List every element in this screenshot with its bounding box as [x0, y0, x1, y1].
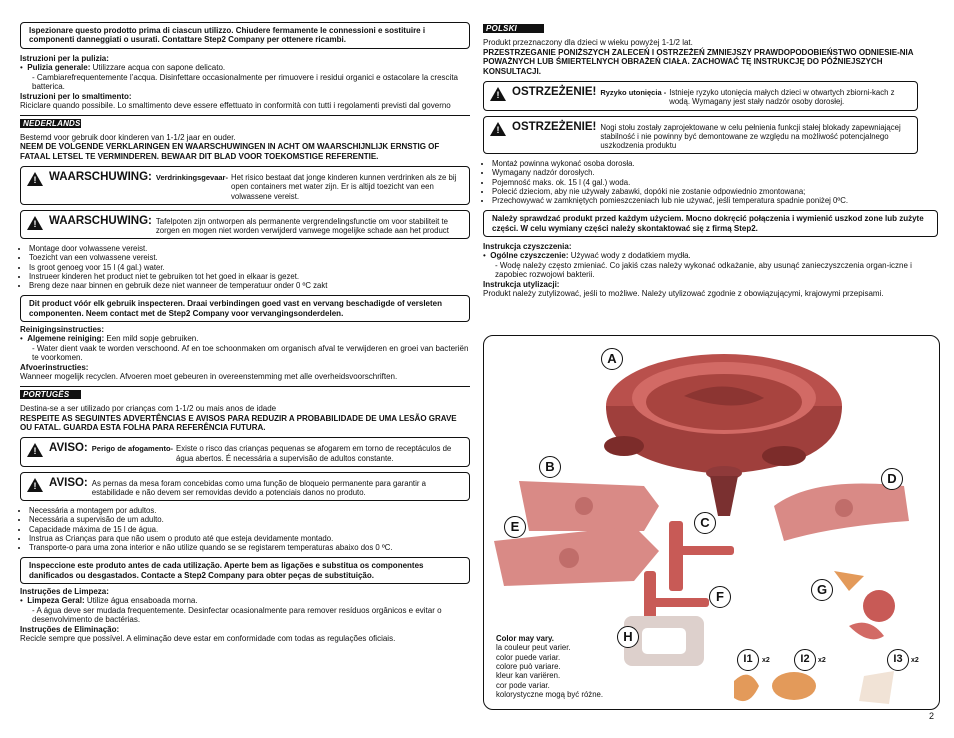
- label-e: E: [504, 516, 526, 538]
- list-item: • Necessária a supervisão de um adulto.: [29, 515, 470, 524]
- list-item: • Montaż powinna wykonać osoba dorosła.: [492, 159, 938, 168]
- drain-part: [706, 466, 742, 516]
- polish-bullets: [483, 159, 938, 205]
- warning-icon: !: [27, 172, 43, 186]
- label-a: A: [601, 348, 623, 370]
- color-note-line: color puede variar.: [496, 652, 561, 662]
- part-b-panel: [519, 481, 659, 531]
- list-item: • Polecić dzieciom, aby nie używały zabawki, dopóki nie zostanie odpowiednio zmontowana;: [492, 187, 938, 196]
- polish-cleaning-water: - Wodę należy często zmieniać. Co jakiś czas należy wykonać odkażanie, aby usunąć zanieczyszczenia organ-iczne i zapobiec rozwojowi bakterii.: [495, 260, 912, 280]
- warning-icon: !: [490, 87, 506, 101]
- portuguese-cleaning-general: • Limpeza Geral: Utilize água ensaboada morna.: [20, 596, 198, 606]
- warning-icon: !: [490, 122, 506, 136]
- qty-i1: x2: [762, 657, 770, 664]
- label-i1: I1: [737, 649, 759, 671]
- label-g: G: [811, 579, 833, 601]
- dutch-intro-bold: NEEM DE VOLGENDE VERKLARINGEN EN WAARSCHUWINGEN IN ACHT OM WAARSCHIJNLIJK ERNSTIG OF FATAAL LETSEL TE VERMINDEREN. BEWAAR DIT BLAD VOOR TOEKOMSTIGE REFERENTIE.: [20, 142, 440, 161]
- list-item: • Transporte-o para uma zona interior e não utilize quando se se registarem temperaturas abaixo dos 0 ºC.: [29, 543, 470, 552]
- dutch-bullets: [20, 244, 470, 290]
- portuguese-bullets: [20, 506, 470, 552]
- italian-disposal-text: Riciclare quando possibile. Lo smaltimento deve essere effettuato in conformità con tutti i regolamenti previsti dal governo: [20, 101, 451, 111]
- dutch-section-title: NEDERLANDS: [20, 119, 81, 128]
- color-note-line: kolorystyczne mogą być różne.: [496, 690, 604, 700]
- list-item: • Pojemność maks. ok. 15 l (4 gal.) woda.: [492, 178, 938, 187]
- polish-section-title: POLSKI: [483, 24, 544, 33]
- list-item: • Montage door volwassene vereist.: [29, 244, 470, 253]
- list-item: • Capacidade máxima de 15 l de água.: [29, 525, 470, 534]
- part-d-panel: [774, 484, 909, 542]
- page-number: 2: [928, 711, 934, 722]
- polish-intro-bold: PRZESTRZEGANIE PONIŻSZYCH ZALECEŃ I OSTRZEŻEŃ ZMNIEJSZY PRAWDOPODOBIEŃSTWO ODNIESIE-NIA POWAŻNYCH LUB ŚMIERTELNYCH OBRAŻEŃ CIAŁA. ZACHOWAĆ TĘ INSTRUKCJĘ DO PÓŹNIEJSZYCH KONSULTACJI.: [483, 47, 914, 76]
- italian-cleaning-water: - Cambiarefrequentemente l’acqua. Disinfettare occasionalmente per rimuovere i residui organici e ostacolare la crescita batterica.: [32, 72, 458, 92]
- portuguese-intro: Destina-se a ser utilizado por crianças com 1-1/2 ou mais anos de idade: [20, 404, 277, 414]
- list-item: • Przechowywać w zamkniętych pomieszczeniach lub nie używać, jeśli temperatura spadnie poniżej 0ºC.: [492, 196, 938, 205]
- color-note-line: colore può variare.: [496, 662, 561, 672]
- dutch-disposal-text: Wanneer mogelijk recyclen. Afvoeren moet gebeuren in overeenstemming met alle overheidsvoorschriften.: [20, 372, 398, 382]
- parts-illustration: [483, 335, 940, 710]
- dutch-inspect-notice: Dit product vóór elk gebruik inspecteren. Draai verbindingen goed vast en vervang beschadigde of versleten componenten. Neem contact met de Step2 Company voor vervangingsonderdelen.: [20, 295, 470, 322]
- list-item: • Breng deze naar binnen en gebruik deze niet wanneer de temperatuur onder 0 ºC zakt: [29, 281, 470, 290]
- portuguese-cleaning-water: - A água deve ser mudada frequentemente. Desinfectar ocasionalmente para remover resíduos orgânicos e evitar o desenvolvimento de bactérias.: [32, 605, 442, 625]
- italian-disposal-heading: Istruzioni per lo smaltimento:: [20, 91, 132, 101]
- list-item: • Toezicht van een volwassene vereist.: [29, 253, 470, 262]
- italian-inspect-notice: Ispezionare questo prodotto prima di ciascun utilizzo. Chiudere fermamente le connessioni e sostituire i componenti danneggiati o usurati. Contattare Step2 Company per ottenere ricambi.: [20, 22, 470, 49]
- polish-warning-legs: ! OSTRZEŻENIE! Nogi stołu zostały zaprojektowane w celu pełnienia funkcji stałej blokady zapewniającej stabilność i nie powinny być demontowane ze względu na możliwość potencjalnego uszkodzenia produktu: [483, 116, 918, 155]
- list-item: • Wymagany nadzór dorosłych.: [492, 168, 938, 177]
- color-note-line: la couleur peut varier.: [496, 643, 571, 653]
- list-item: • Instrua as Crianças para que não usem o produto até que esteja devidamente montado.: [29, 534, 470, 543]
- dutch-cleaning-water: - Water dient vaak te worden verschoond. Af en toe schoonmaken om organisch afval te verwijderen en groei van bacteriën te voorkomen.: [32, 343, 469, 363]
- qty-i3: x2: [911, 657, 919, 664]
- warning-icon: !: [27, 443, 43, 457]
- dutch-cleaning-heading: Reinigingsinstructies:: [20, 325, 105, 334]
- dutch-cleaning-general: • Algemene reiniging: Een mild sopje gebruiken.: [20, 334, 199, 344]
- portuguese-warning-drowning: ! AVISO: Perigo de afogamento- Existe o risco das crianças pequenas se afogarem em torno de receptáculos de água abertos. É necessária a supervisão de adultos constante.: [20, 437, 470, 466]
- polish-cleaning-general: • Ogólne czyszczenie: Używać wody z dodatkiem mydła.: [483, 251, 691, 261]
- qty-i2: x2: [818, 657, 826, 664]
- portuguese-cleaning-heading: Instruções de Limpeza:: [20, 586, 109, 596]
- polish-disposal-text: Produkt należy zutylizować, jeśli to możliwe. Należy utylizować zgodnie z obowiązującymi, krajowymi przepisami.: [483, 289, 884, 299]
- part-g-toys: [834, 571, 895, 639]
- portuguese-disposal-text: Recicle sempre que possível. A eliminação deve estar em conformidade com todas as regulações oficiais.: [20, 634, 396, 644]
- color-note-line: kleur kan variëren.: [496, 671, 561, 681]
- portuguese-inspect-notice: Inspeccione este produto antes de cada utilização. Aperte bem as ligações e substitua os componentes danificados ou desgastados. Contacte a Step2 Company para obter peças de substituição.: [20, 557, 470, 584]
- color-note-line: cor pode variar.: [496, 680, 550, 690]
- italian-cleaning-heading: Istruzioni per la pulizia:: [20, 53, 109, 63]
- polish-disposal-heading: Instrukcja utylizacji:: [483, 279, 560, 289]
- dutch-warning-legs: ! WAARSCHUWING: Tafelpoten zijn ontworpen als permanente vergrendelingsfunctie om voor stabiliteit te zorgen en mogen niet worden verwijderd vanwege mogelijke schade aan het product: [20, 210, 470, 239]
- portuguese-warning-legs: ! AVISO: As pernas da mesa foram concebidas como uma função de bloqueio permanente para garantir a estabilidade e não devem ser removidas devido a potenciais danos no produto.: [20, 472, 470, 501]
- polish-inspect-notice: Należy sprawdzać produkt przed każdym użyciem. Mocno dokręcić połączenia i wymienić uszkod zone lub zużyte części. W celu wymiany części należy skontaktować się z firmą Step2.: [483, 210, 938, 237]
- list-item: • Necessária a montagem por adultos.: [29, 506, 470, 515]
- polish-intro: Produkt przeznaczony dla dzieci w wieku powyżej 1-1/2 lat.: [483, 38, 693, 48]
- dutch-warning-drowning: ! WAARSCHUWING: Verdrinkingsgevaar- Het risico bestaat dat jonge kinderen kunnen verdrinken als ze bij open containers met water zijn. Er is altijd toezicht van een volwassene vereist.: [20, 166, 470, 205]
- label-b: B: [539, 456, 561, 478]
- part-i2: [772, 672, 816, 700]
- color-note: Color may vary. la couleur peut varier. color puede variar. colore può variare. kleur kan variëren. cor pode variar. kolorystyczne mogą być różne.: [496, 634, 604, 700]
- polish-warning-drowning: ! OSTRZEŻENIE! Ryzyko utonięcia - Istnieje ryzyko utonięcia małych dzieci w otwartych zbiorni-kach z wodą. Wymagany jest stały nadzór osoby dorosłej.: [483, 81, 918, 110]
- polish-cleaning-heading: Instrukcja czyszczenia:: [483, 241, 572, 251]
- warning-icon: !: [27, 216, 43, 230]
- part-a-basin: [604, 354, 842, 474]
- label-i3: I3: [887, 649, 909, 671]
- portuguese-section-title: PORTUGÊS: [20, 390, 81, 399]
- label-d: D: [881, 468, 903, 490]
- list-item: • Instrueer kinderen het product niet te gebruiken tot het goed in elkaar is gezet.: [29, 272, 470, 281]
- right-column: [483, 24, 938, 299]
- italian-cleaning-general: • Pulizia generale: Utilizzare acqua con sapone delicato.: [20, 63, 226, 73]
- portuguese-disposal-heading: Instruções de Eliminação:: [20, 624, 120, 634]
- part-i3: [859, 671, 894, 704]
- label-h: H: [617, 626, 639, 648]
- part-i1: [734, 675, 759, 702]
- portuguese-intro-bold: RESPEITE AS SEGUINTES ADVERTÊNCIAS E AVISOS PARA REDUZIR A PROBABILIDADE DE UMA LESÃO GRAVE OU FATAL. GUARDA ESTA FOLHA PARA REFERÊNCIA FUTURA.: [20, 413, 457, 432]
- dutch-intro: Bestemd voor gebruik door kinderen van 1-1/2 jaar en ouder.: [20, 132, 236, 142]
- label-c: C: [694, 512, 716, 534]
- left-column: [20, 22, 470, 644]
- list-item: • Is groot genoeg voor 15 l (4 gal.) water.: [29, 263, 470, 272]
- warning-icon: !: [27, 478, 43, 492]
- label-f: F: [709, 586, 731, 608]
- dutch-disposal-heading: Afvoerinstructies:: [20, 362, 89, 372]
- label-i2: I2: [794, 649, 816, 671]
